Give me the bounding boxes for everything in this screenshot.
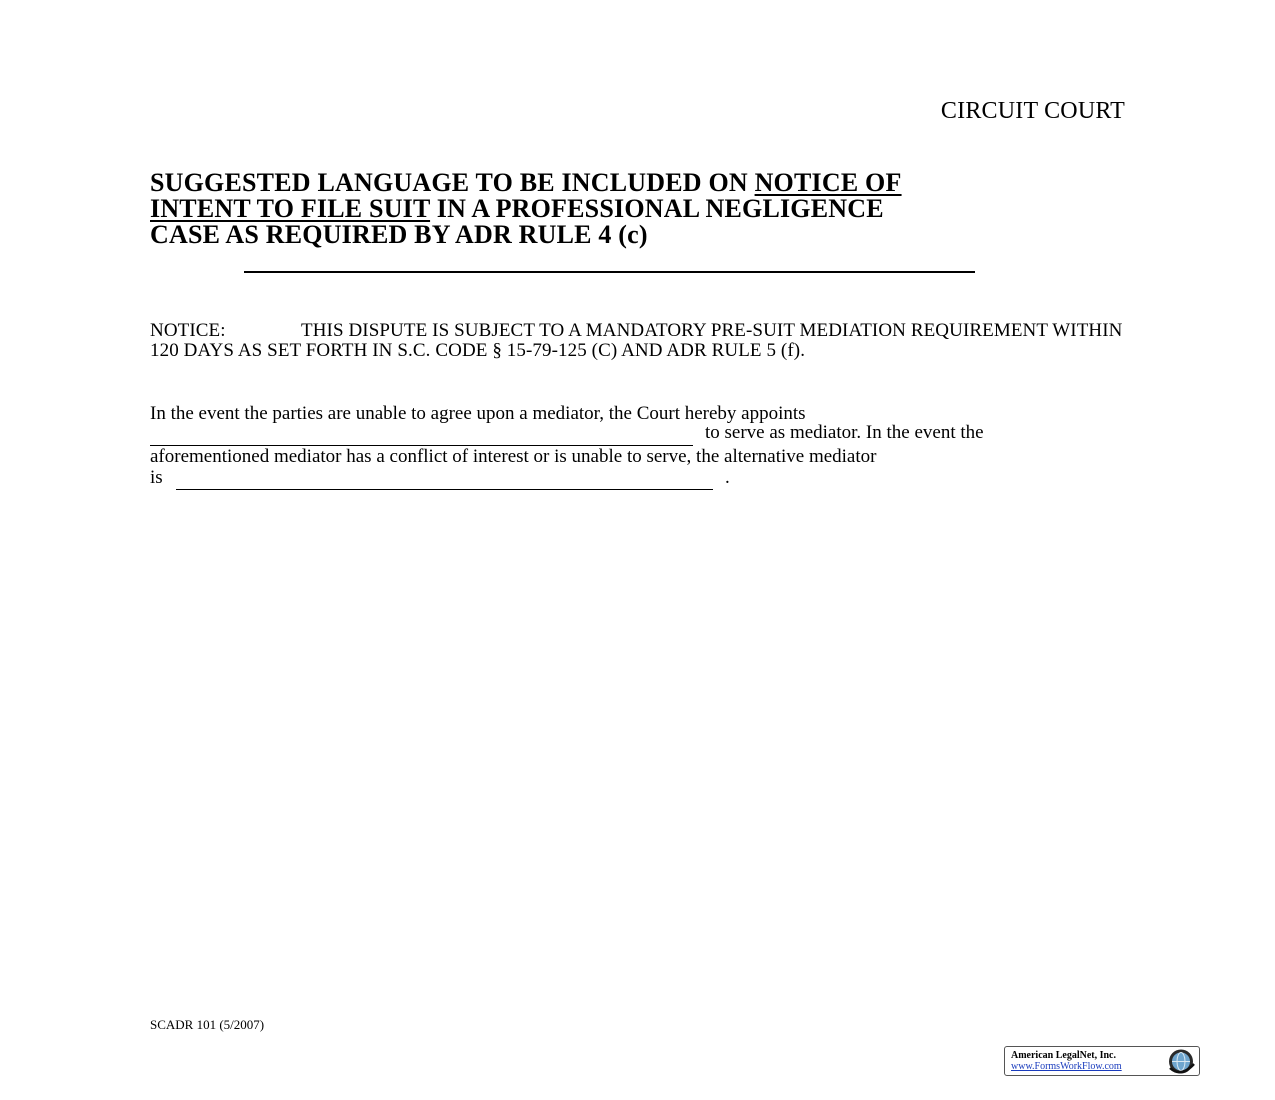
document-title (150, 170, 1130, 248)
court-name: CIRCUIT COURT (940, 98, 1125, 124)
notice-label: NOTICE: (150, 320, 226, 341)
mediator-line-4-end: . (725, 467, 730, 488)
publisher-url[interactable]: www.FormsWorkFlow.com (1011, 1061, 1122, 1072)
notice-text: THIS DISPUTE IS SUBJECT TO A MANDATORY PRE-SUIT MEDIATION REQUIREMENT WITHIN 120 DAYS AS SET FORTH IN S.C. CODE § 15-79-125 (C) AND ADR RULE 5 (f). (150, 320, 1123, 361)
mediator-line-3: aforementioned mediator has a conflict of interest or is unable to serve, the alternative mediator (150, 446, 877, 467)
notice-paragraph (150, 321, 1125, 360)
mediator-line-4-start: is (150, 467, 163, 488)
mediator-line-2: to serve as mediator. In the event the (705, 422, 984, 443)
title-part-2: IN A PROFESSIONAL NEGLIGENCE (430, 194, 884, 223)
publisher-name: American LegalNet, Inc. (1011, 1050, 1116, 1061)
title-underlined-2: INTENT TO FILE SUIT (150, 194, 431, 223)
title-line-3: CASE AS REQUIRED BY ADR RULE 4 (c) (150, 220, 648, 249)
title-divider (244, 271, 975, 273)
title-part-1: SUGGESTED LANGUAGE TO BE INCLUDED ON (150, 168, 755, 197)
form-id: SCADR 101 (5/2007) (150, 1017, 265, 1032)
publisher-logo[interactable] (1004, 1046, 1200, 1076)
globe-logo-icon (1161, 1048, 1199, 1075)
mediator-line-1: In the event the parties are unable to agree upon a mediator, the Court hereby appoints (150, 403, 806, 424)
alternative-mediator-blank[interactable] (176, 489, 713, 490)
title-underlined-1: NOTICE OF (754, 168, 902, 197)
